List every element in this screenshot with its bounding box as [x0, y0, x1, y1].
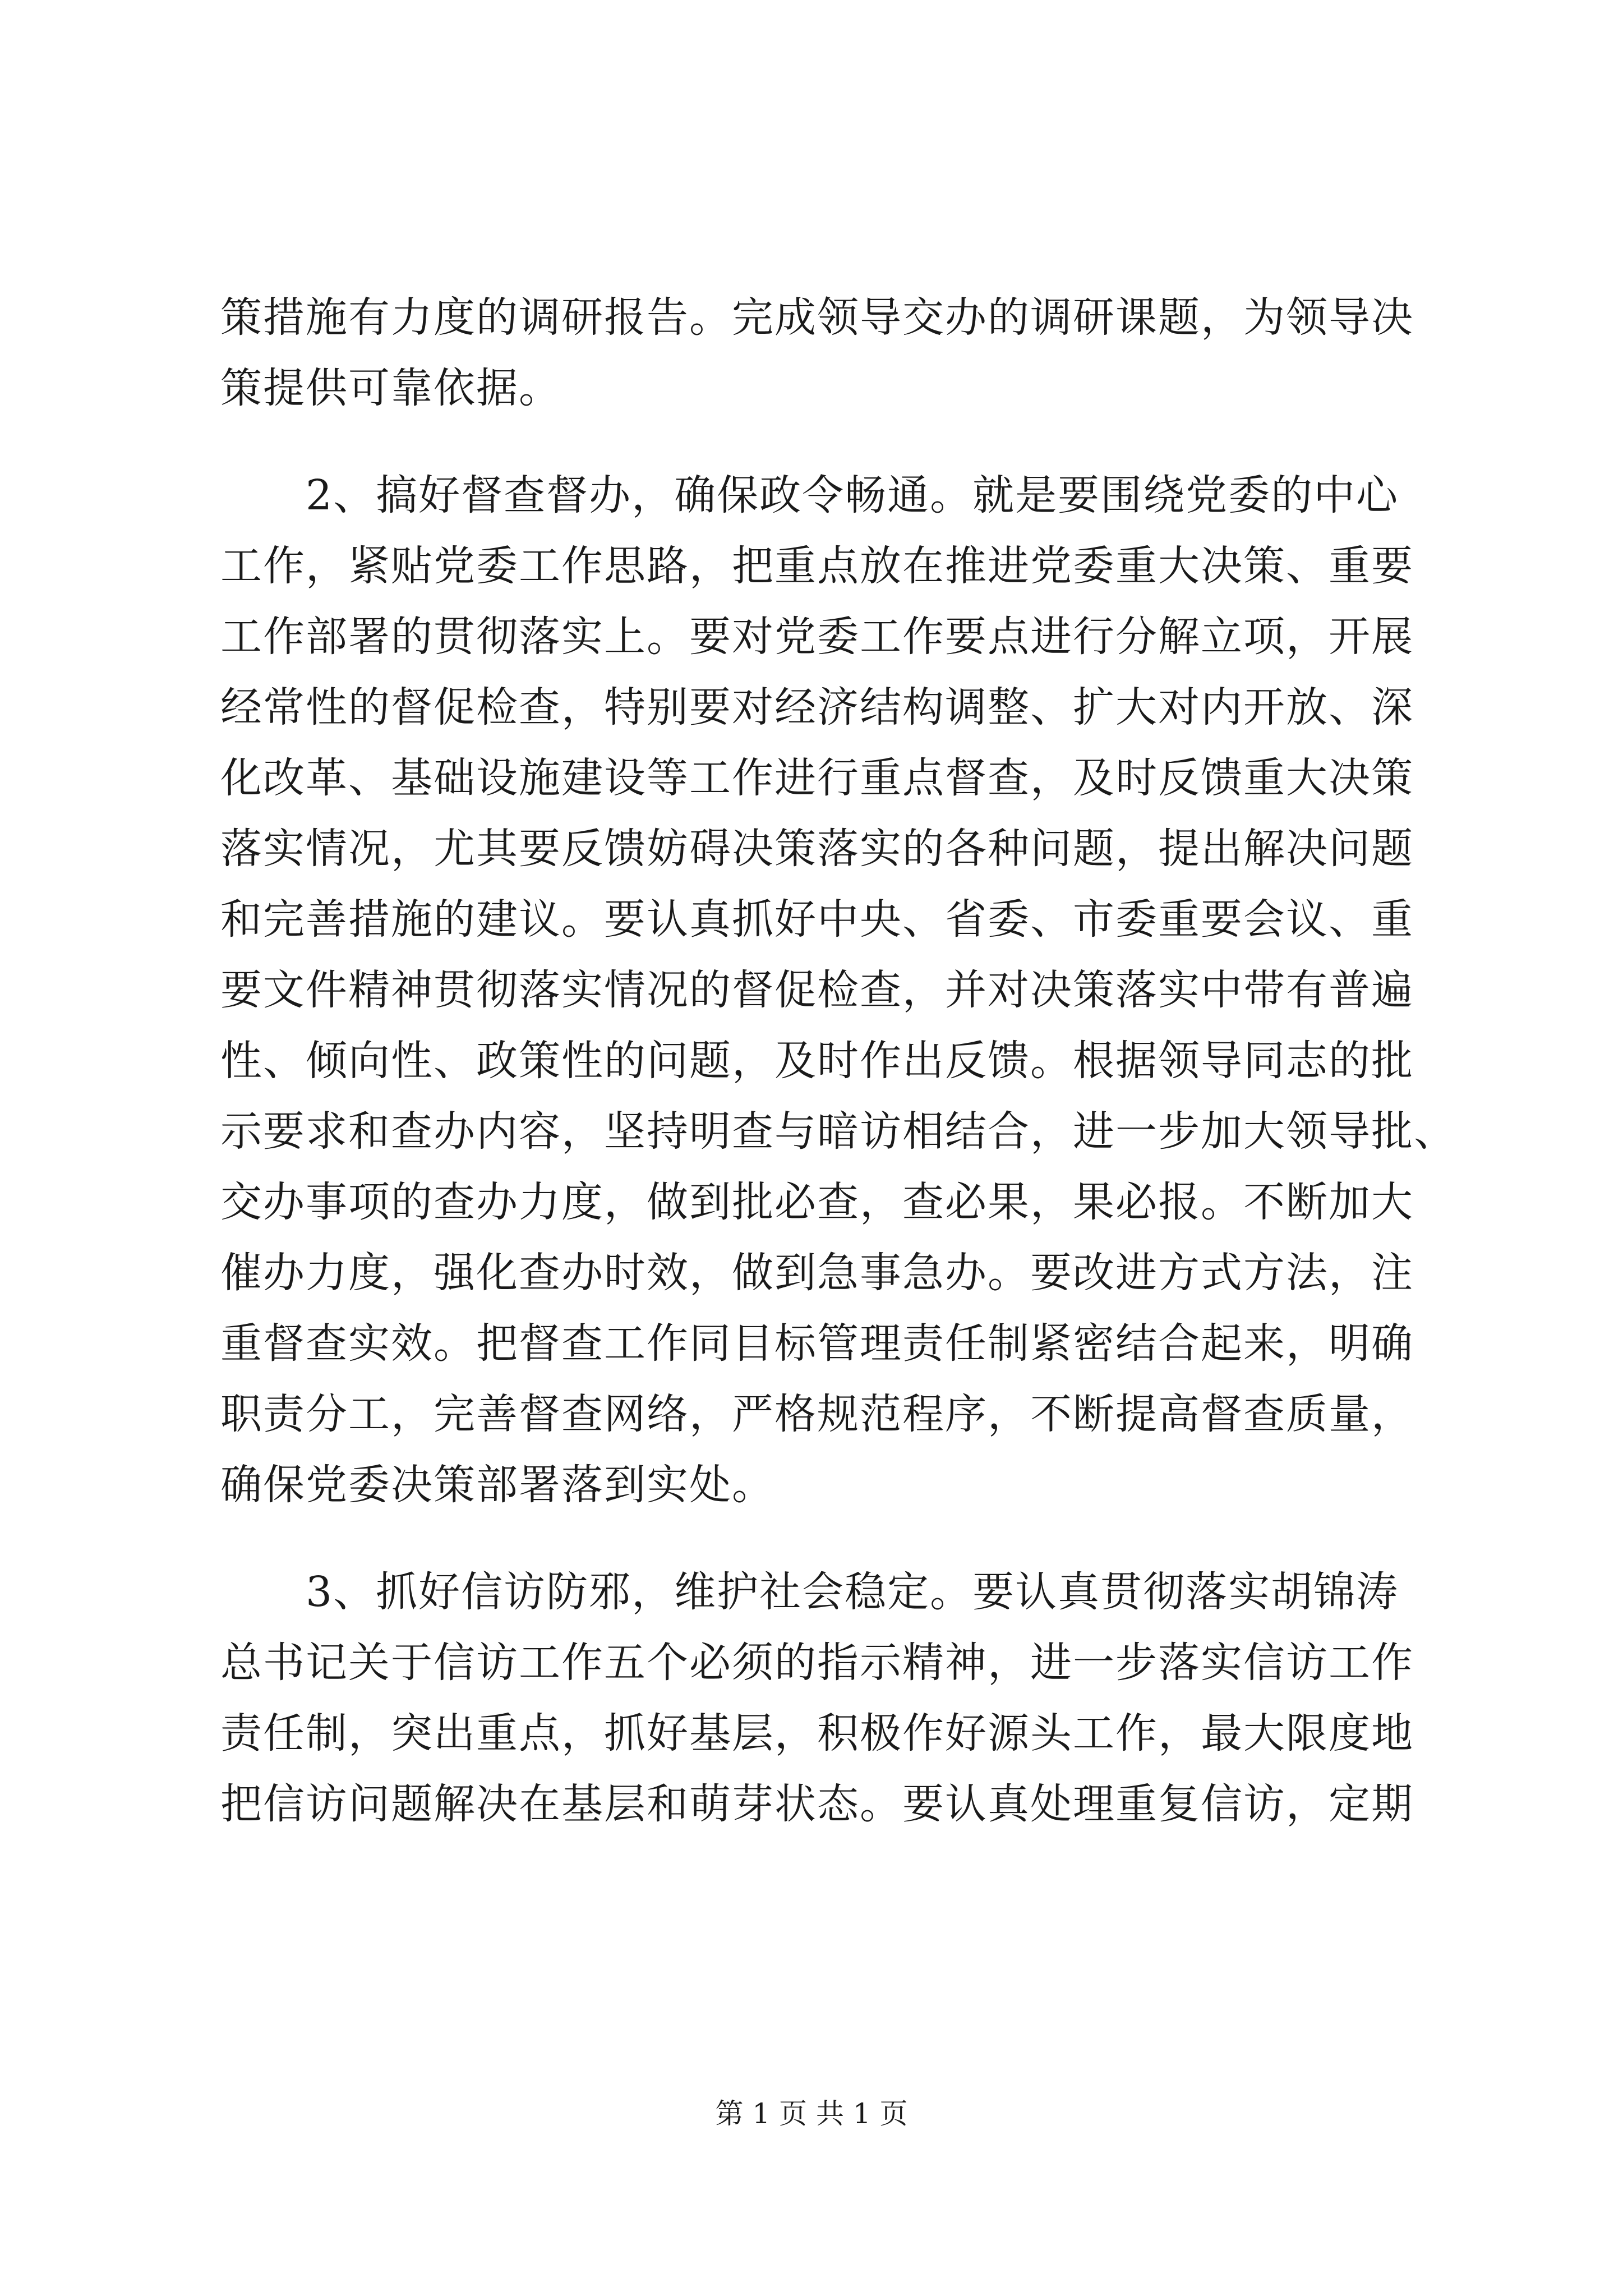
text-line: 3、抓好信访防邪，维护社会稳定。要认真贯彻落实胡锦涛: [220, 1568, 1399, 1616]
text-line: 责任制，突出重点，抓好基层，积极作好源头工作，最大限度地: [220, 1709, 1414, 1757]
text-line: 职责分工，完善督查网络，严格规范程序，不断提高督查质量，: [220, 1390, 1414, 1438]
text-line: 策措施有力度的调研报告。完成领导交办的调研课题，为领导决: [220, 293, 1414, 342]
text-line: 示要求和查办内容，坚持明查与暗访相结合，进一步加大领导批、: [220, 1107, 1456, 1156]
text-line: 和完善措施的建议。要认真抓好中央、省委、市委重要会议、重: [220, 895, 1414, 944]
page-footer: 第 1 页 共 1 页: [715, 2097, 908, 2130]
text-line: 把信访问题解决在基层和萌芽状态。要认真处理重复信访，定期: [220, 1780, 1414, 1828]
text-line: 经常性的督促检查，特别要对经济结构调整、扩大对内开放、深: [220, 683, 1414, 731]
text-line: 性、倾向性、政策性的问题，及时作出反馈。根据领导同志的批: [220, 1037, 1414, 1085]
text-line: 工作，紧贴党委工作思路，把重点放在推进党委重大决策、重要: [220, 542, 1414, 590]
text-line: 落实情况，尤其要反馈妨碍决策落实的各种问题，提出解决问题: [220, 825, 1414, 873]
text-line: 化改革、基础设施建设等工作进行重点督查，及时反馈重大决策: [220, 754, 1414, 802]
text-line: 重督查实效。把督查工作同目标管理责任制紧密结合起来，明确: [220, 1319, 1414, 1368]
text-line: 要文件精神贯彻落实情况的督促检查，并对决策落实中带有普遍: [220, 966, 1414, 1014]
text-line: 工作部署的贯彻落实上。要对党委工作要点进行分解立项，开展: [220, 613, 1414, 661]
text-line: 总书记关于信访工作五个必须的指示精神，进一步落实信访工作: [220, 1639, 1414, 1687]
text-line: 策提供可靠依据。: [220, 364, 561, 412]
text-line: 催办力度，强化查办时效，做到急事急办。要改进方式方法，注: [220, 1249, 1414, 1297]
text-line: 交办事项的查办力度，做到批必查，查必果，果必报。不断加大: [220, 1178, 1414, 1226]
text-line: 2、搞好督查督办，确保政令畅通。就是要围绕党委的中心: [220, 471, 1399, 519]
text-line: 确保党委决策部署落到实处。: [220, 1461, 774, 1509]
